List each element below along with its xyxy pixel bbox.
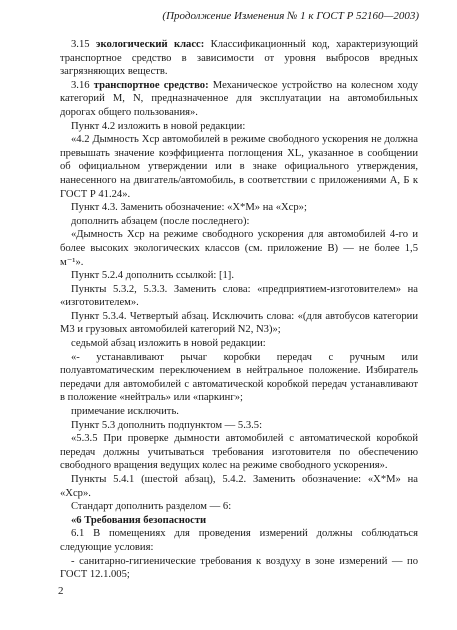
section-title: «6 Требования безопасности (71, 514, 207, 526)
clause-number: 3.16 (71, 79, 94, 91)
term-definition: Классификационный код, характеризующий транспортное средство в зависимости от уровня выбросов вредных загрязняющих веществ. (60, 39, 418, 78)
term-vehicle: транспортное средство: (93, 79, 209, 91)
clause-3-16 (60, 79, 418, 120)
paragraph: Пункты 5.3.2, 5.3.3. Заменить слова: «предприятием-изготовителем» на «изготовителем». (60, 283, 418, 309)
paragraph: «5.3.5 При проверке дымности автомобилей с автоматической коробкой передач должны учитываться требования изготовителя по обеспечению свободного вращения ведущих колес на режиме свободного ускорения». (60, 433, 418, 472)
paragraph: «4.2 Дымность Xср автомобилей в режиме свободного ускорения не должна превышать значение коэффициента поглощения XL, указанное в сообщении об официальном утверждении или в знаке официального утверждения, нанесенного на двигатель/автомобиль, в соответствии с приложениями А, Б к ГОСТ Р 41.24». (60, 134, 418, 200)
paragraph: Пункт 5.3 дополнить подпунктом — 5.3.5: (71, 419, 263, 431)
paragraph: примечание исключить. (71, 406, 179, 418)
term-ecological-class: экологический класс: (95, 39, 205, 50)
paragraph: 6.1 В помещениях для проведения измерений должны соблюдаться следующие условия: (60, 528, 418, 553)
paragraph: Пункт 4.2 изложить в новой редакции: (71, 120, 246, 132)
list-item: - санитарно-гигиенические требования к воздуху в зоне измерений — по ГОСТ 12.1.005; (60, 555, 418, 581)
clause-3-15 (60, 38, 418, 79)
paragraph: дополнить абзацем (после последнего): (71, 215, 250, 227)
paragraph: Стандарт дополнить разделом — 6: (71, 501, 232, 513)
term-definition: Механическое устройство на колесном ходу категорий M, N, предназначенное для эксплуатации на автомобильных дорогах общего пользования». (60, 79, 419, 118)
page-number: 2 (58, 585, 64, 597)
paragraph: «- устанавливают рычаг коробки передач с ручным или полуавтоматическим переключением в нейтральное положение. Избиратель передачи для автомобилей с автоматической коробкой передач устанавливают в положение «нейтраль» или «паркинг»; (60, 351, 418, 404)
document-body (60, 38, 418, 582)
amendment-header: (Продолжение Изменения № 1 к ГОСТ Р 52160—2003) (162, 10, 419, 22)
paragraph: «Дымность Xср на режиме свободного ускорения для автомобилей 4-го и более высоких экологических классов (см. приложение В) — не более 1,5 м⁻¹». (60, 229, 418, 268)
paragraph: Пункты 5.4.1 (шестой абзац), 5.4.2. Заменить обозначение: «X*M» на «Xср». (60, 474, 418, 499)
paragraph: Пункт 4.3. Заменить обозначение: «X*M» на «Xср»; (71, 202, 307, 214)
clause-number: 3.15 (71, 39, 96, 50)
paragraph: Пункт 5.3.4. Четвертый абзац. Исключить слова: «(для автобусов категории M3 и грузовых автомобилей категорий N2, N3)»; (60, 310, 418, 336)
paragraph: седьмой абзац изложить в новой редакции: (71, 338, 266, 350)
paragraph: Пункт 5.2.4 дополнить ссылкой: [1]. (71, 270, 234, 282)
section-heading (60, 514, 418, 528)
